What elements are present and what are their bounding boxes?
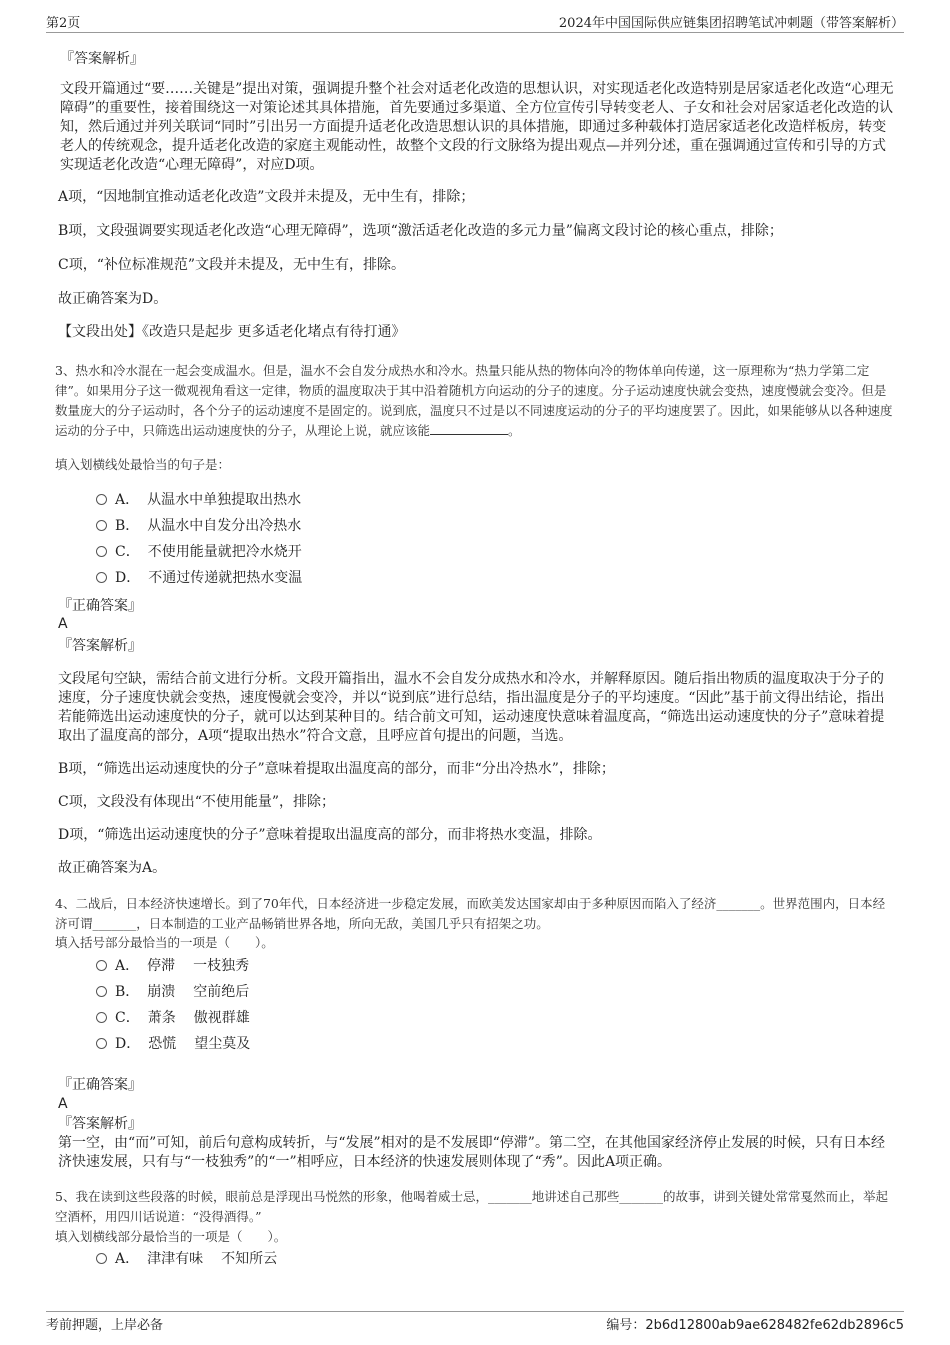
- q3-option-d-analysis: D项，“筛选出运动速度快的分子”意味着提取出温度高的部分，而非将热水变温，排除。: [58, 827, 602, 843]
- q3-stem: 3、热水和冷水混在一起会变成温水。但是，温水不会自发分成热水和冷水。热量只能从热的物体向冷的物体单向传递，这一原理称为“热力学第二定律”。如果用分子这一微观视角看这一定律，物质的温度取决于其中沿着随机方向运动的分子的速度。分子运动速度快就会变热，速度慢就会变冷。但是数量庞大的分子运动时，各个分子的运动速度不是固定的。说到底，温度只不过是以不同速度运动的分子的平均速度罢了。因此，如果能够从以各种速度运动的分子中，只筛选出运动速度快的分子，从理论上说，就应该能 。: [55, 363, 893, 438]
- q4-prompt: 填入括号部分最恰当的一项是（ ）。: [55, 935, 274, 950]
- radio-icon[interactable]: [96, 1253, 107, 1264]
- q2-source: 【文段出处】《改造只是起步 更多适老化堵点有待打通》: [58, 324, 406, 340]
- q5-prompt: 填入划横线部分最恰当的一项是（ ）。: [55, 1229, 287, 1244]
- q2-conclusion: 故正确答案为D。: [58, 291, 168, 307]
- radio-icon[interactable]: [96, 1012, 107, 1023]
- document-title: 2024年中国国际供应链集团招聘笔试冲刺题（带答案解析）: [558, 16, 904, 31]
- document-id: 编号：2b6d12800ab9ae628482fe62db2896c5: [606, 1318, 904, 1333]
- q2-option-b-analysis: B项，文段强调要实现适老化改造“心理无障碍”，选项“激活适老化改造的多元力量”偏离文段讨论的核心重点，排除；: [58, 223, 783, 239]
- header-divider: [46, 32, 904, 33]
- q2-option-c-analysis: C项，“补位标准规范”文段并未提及，无中生有，排除。: [58, 257, 406, 273]
- page-number: 第2页: [46, 16, 81, 31]
- radio-icon[interactable]: [96, 572, 107, 583]
- q4-option-d[interactable]: D． 恐慌 望尘莫及: [96, 1035, 250, 1053]
- radio-icon[interactable]: [96, 546, 107, 557]
- q4-answer-tag: 『正确答案』: [58, 1077, 142, 1093]
- q3-option-d[interactable]: D． 不通过传递就把热水变温: [96, 569, 302, 587]
- q4-answer: A: [58, 1096, 68, 1112]
- q5-stem: 5、我在读到这些段落的时候，眼前总是浮现出马悦然的形象，他喝着威士忌，_______地讲述自己那些_______的故事，讲到关键处常常戛然而止，举起空酒杯，用四川话说道：“没得酒得。”: [55, 1189, 888, 1224]
- q3-option-b[interactable]: B． 从温水中自发分出冷热水: [96, 517, 301, 535]
- q2-option-a-analysis: A项，“因地制宜推动适老化改造”文段并未提及，无中生有，排除；: [58, 189, 475, 205]
- radio-icon[interactable]: [96, 986, 107, 997]
- q4-analysis-tag: 『答案解析』: [58, 1116, 142, 1132]
- radio-icon[interactable]: [96, 520, 107, 531]
- q4-option-c[interactable]: C． 萧条 傲视群雄: [96, 1009, 250, 1027]
- page-header: [46, 12, 904, 32]
- radio-icon[interactable]: [96, 494, 107, 505]
- q4-option-b[interactable]: B． 崩溃 空前绝后: [96, 983, 249, 1001]
- q4-option-a[interactable]: A． 停滞 一枝独秀: [96, 957, 249, 975]
- footer-slogan: 考前押题，上岸必备: [46, 1318, 164, 1333]
- q4-analysis: 第一空，由“而”可知，前后句意构成转折，与“发展”相对的是不发展即“停滞”。第二空，在其他国家经济停止发展的时候，只有日本经济快速发展，只有与“一枝独秀”的“一”相呼应，日本经济的快速发展则体现了“秀”。因此A项正确。: [58, 1135, 885, 1170]
- q3-analysis: 文段尾句空缺，需结合前文进行分析。文段开篇指出，温水不会自发分成热水和冷水，并解释原因。随后指出物质的温度取决于分子的速度，分子速度快就会变热，速度慢就会变冷，并以“说到底”进行总结，指出温度是分子的平均速度。“因此”基于前文得出结论，指出若能筛选出运动速度快的分子，就可以达到某种目的。结合前文可知，运动速度快意味着温度高，“筛选出运动速度快的分子”意味着提取出了温度高的部分，A项“提取出热水”符合文意，且呼应首句提出的问题，当选。: [58, 671, 885, 744]
- q3-option-c-analysis: C项，文段没有体现出“不使用能量”，排除；: [58, 794, 336, 810]
- q3-option-c[interactable]: C． 不使用能量就把冷水烧开: [96, 543, 302, 561]
- q3-blank: [430, 422, 508, 435]
- q3-analysis-tag: 『答案解析』: [58, 638, 142, 654]
- q5-option-a[interactable]: A． 津津有味 不知所云: [96, 1250, 277, 1268]
- radio-icon[interactable]: [96, 1038, 107, 1049]
- radio-icon[interactable]: [96, 960, 107, 971]
- q3-answer-tag: 『正确答案』: [58, 598, 142, 614]
- q4-stem: 4、二战后，日本经济快速增长。到了70年代，日本经济进一步稳定发展，而欧美发达国家却由于多种原因而陷入了经济_______。世界范围内，日本经济可谓_______，日本制造的工业产品畅销世界各地，所向无敌，美国几乎只有招架之功。: [55, 896, 886, 931]
- q2-analysis-tag: 『答案解析』: [60, 51, 144, 67]
- q3-answer: A: [58, 616, 68, 632]
- q3-prompt: 填入划横线处最恰当的句子是：: [55, 457, 231, 472]
- footer-divider: [46, 1311, 904, 1312]
- q3-conclusion: 故正确答案为A。: [58, 860, 167, 876]
- q2-analysis: 文段开篇通过“要……关键是”提出对策，强调提升整个社会对适老化改造的思想认识，对实现适老化改造特别是居家适老化改造“心理无障碍”的重要性，接着围绕这一对策论述其具体措施，首先要通过多渠道、全方位宣传引导转变老人、子女和社会对居家适老化改造的认知，然后通过并列关联词“同时”引出另一方面提升适老化改造思想认识的具体措施，即通过多种载体打造居家适老化改造样板房，转变老人的传统观念，提升适老化改造的家庭主观能动性，故整个文段的行文脉络为提出观点—并列分述，重在强调通过宣传和引导的方式实现适老化改造“心理无障碍”，对应D项。: [60, 81, 894, 173]
- q3-option-a[interactable]: A． 从温水中单独提取出热水: [96, 491, 301, 509]
- q3-option-b-analysis: B项，“筛选出运动速度快的分子”意味着提取出温度高的部分，而非“分出冷热水”，排除；: [58, 761, 615, 777]
